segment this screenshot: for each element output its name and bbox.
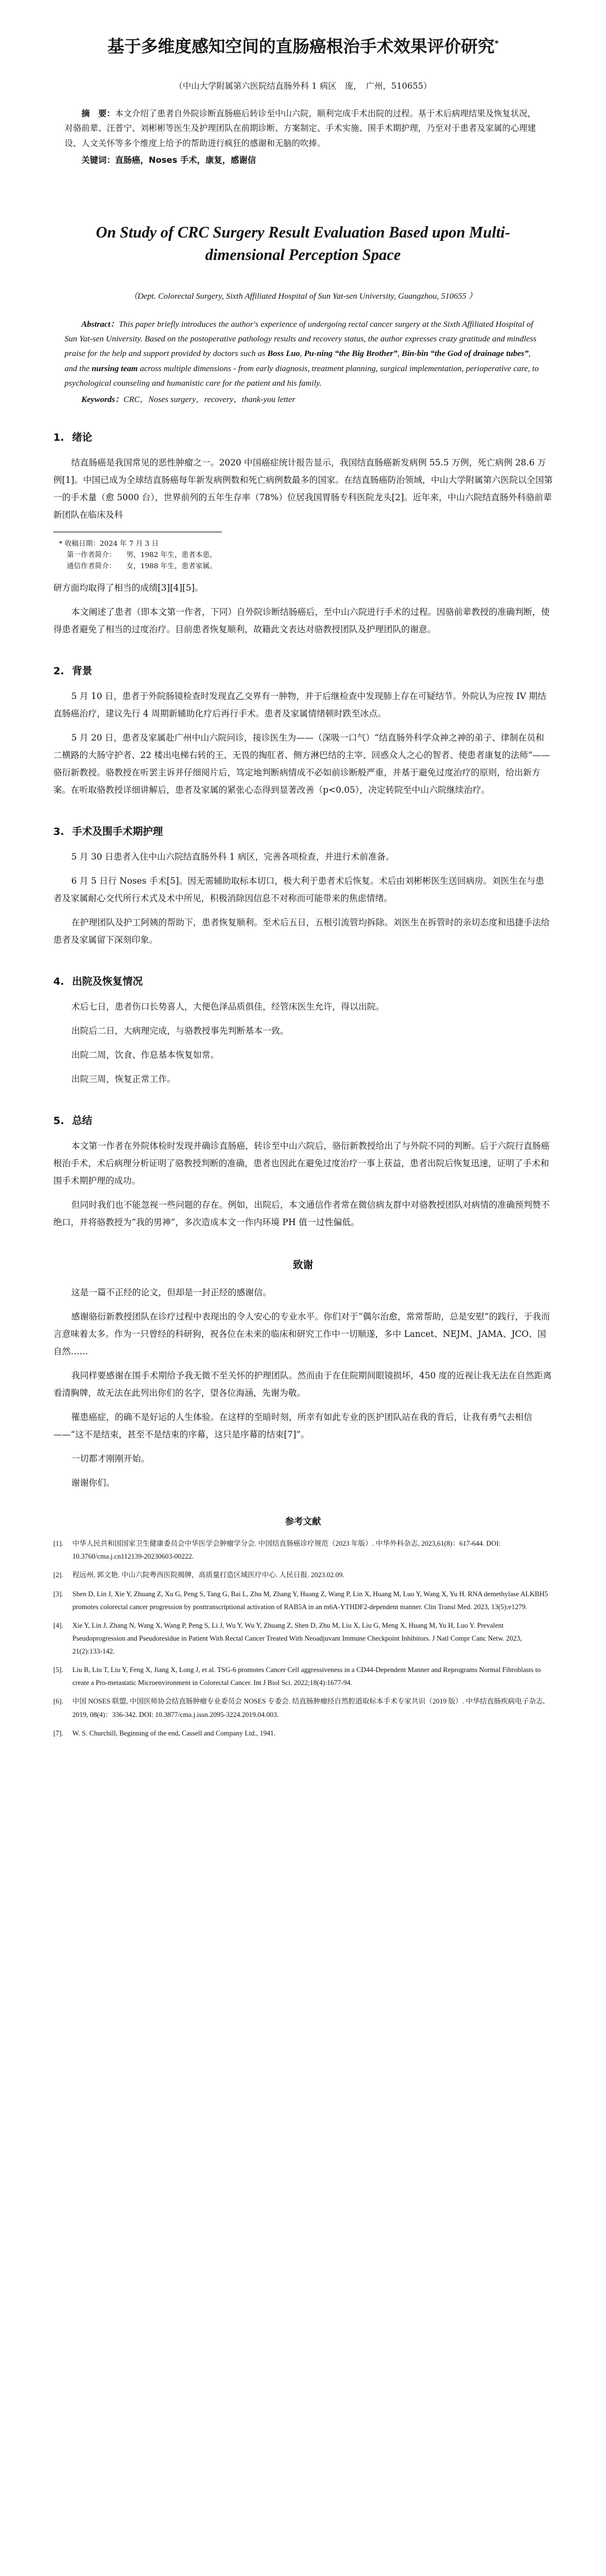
reference-item — [53, 1695, 553, 1721]
affiliation-en: （Dept. Colorectal Surgery, Sixth Affiliated Hospital of Sun Yat-sen University, Guangzhou, 510655 ） — [129, 291, 477, 301]
body-paragraph: 在护理团队及护工阿姨的帮助下，患者恢复顺利。至术后五日，五根引流管均拆除。刘医生在拆管时的亲切态度和迅捷手法给患者及家属留下深刻印象。 — [53, 917, 550, 946]
body-paragraph: 研方面均取得了相当的成绩[3][4][5]。 — [53, 583, 204, 593]
reference-text: 程远州, 郭文艳. 中山六院粤西医院揭牌，高质量打造区域医疗中心. 人民日报. 2023.02.09. — [72, 1571, 345, 1579]
section-heading — [53, 824, 553, 838]
title-cn-text: 基于多维度感知空间的直肠癌根治手术效果评价研究 — [107, 37, 495, 57]
body-paragraph: 5 月 30 日患者入住中山六院结直肠外科 1 病区，完善各项检查，并进行术前准备。 — [71, 852, 394, 862]
abstract-en-label: Abstract： — [81, 319, 119, 329]
keywords-cn-value: 直肠癌，Noses 手术，康复，感谢信 — [115, 154, 256, 165]
section-title: 出院及恢复情况 — [72, 976, 143, 988]
reference-item — [53, 1727, 553, 1740]
acknowledgement-paragraph: 一切都才刚刚开始。 — [71, 1454, 150, 1464]
abstract-en-name1: Boss Luo — [267, 349, 300, 359]
body-paragraph: 出院后二日，大病理完成，与骆教授事先判断基本一致。 — [71, 1026, 289, 1036]
abstract-cn — [65, 106, 541, 150]
acknowledgement-paragraph: 这是一篇不正经的论文，但却是一封正经的感谢信。 — [71, 1287, 272, 1298]
section-title: 总结 — [72, 1115, 93, 1127]
reference-text: 中华人民共和国国家卫生健康委员会中华医学会肿瘤学分会. 中国结直肠癌诊疗规范（2023 年版）. 中华外科杂志, 2023,61(8)：617-644. DOI: 10.3760/cma.j.cn112139-20230603-00222. — [72, 1540, 501, 1561]
abstract-en-name2: Pu-ning “the Big Brother” — [304, 349, 398, 359]
abstract-cn-label: 摘 要： — [81, 108, 116, 118]
body-paragraph: 本文第一作者在外院体检时发现并确诊直肠癌，转诊至中山六院后，骆衍新教授给出了与外院不同的判断。后于六院行直肠癌根治手术，术后病理分析证明了骆教授判断的准确，患者也因此在避免过度治疗一事上获益，患者出院后恢复迅速，证明了手术和围手术期护理的成功。 — [53, 1141, 550, 1186]
keywords-cn — [81, 154, 541, 166]
section-number: 4. — [53, 976, 65, 988]
acknowledgement — [53, 1284, 553, 1492]
body-paragraph: 出院三周，恢复正常工作。 — [71, 1074, 176, 1085]
abstract-en-sep2: , — [397, 349, 402, 359]
acknowledgement-paragraph: 感谢骆衍新教授团队在诊疗过程中表现出的令人安心的专业水平。你们对于“偶尔治愈，常常帮助，总是安慰”的践行，于我而言意味着太多。作为一只曾经的科研狗，祝各位在未来的临床和研究工作中一切顺遂，多中 Lancet、NEJM、JAMA、JCO、国自然…… — [53, 1312, 550, 1357]
abstract-en-part3: across multiple dimensions - from early diagnosis, treatment planning, surgical implementation, perioperative care, to psychological counseling and humanistic care for the patient and his family. — [65, 364, 539, 388]
section-heading — [53, 663, 553, 678]
reference-text: W. S. Churchill, Beginning of the end, Cassell and Company Ltd., 1941. — [72, 1729, 276, 1737]
section-heading — [53, 974, 553, 988]
reference-number: [7]. — [53, 1729, 63, 1737]
abstract-en-sep1: , — [300, 349, 304, 359]
footnote — [53, 532, 222, 572]
body-paragraph: 本文阐述了患者（即本文第一作者，下同）自外院诊断结肠癌后，至中山六院进行手术的过程。因骆前辈教授的准确判断，使得患者避免了相当的过度治疗。目前患者恢复顺利，故籍此文表达对骆教授团队及护理团队的谢意。 — [53, 607, 550, 635]
acknowledgement-paragraph: 我同样要感谢在围手术期给予我无微不至关怀的护理团队。然而由于在住院期间眼镜损坏，450 度的近视让我无法在自然距离看清胸牌，故无法在此列出你们的名字，望各位海涵，先谢为敬。 — [53, 1371, 552, 1399]
reference-item — [53, 1664, 553, 1689]
keywords-en-value: CRC，Noses surgery，recovery，thank-you letter — [123, 395, 296, 405]
section-number: 2. — [53, 665, 65, 678]
section-title: 手术及围手术期护理 — [72, 826, 163, 838]
reference-number: [1]. — [53, 1540, 63, 1548]
reference-number: [2]. — [53, 1571, 63, 1579]
affiliation-cn: （中山大学附属第六医院结直肠外科 1 病区 庞， 广州，510655） — [174, 81, 432, 91]
abstract-en-name3: Bin-bin “the God of drainage tubes” — [401, 349, 529, 359]
reference-text: Shen D, Lin J, Xie Y, Zhuang Z, Xu G, Peng S, Tang G, Bai L, Zhu M, Zhang Y, Huang Z, Wang P, Lin X, Huang M, Luo Y, Wang X, Yu H. RNA demethylase ALKBH5 promotes colorectal cancer progression by posttranscriptional activation of RAB5A in an m6A-YTHDF2-dependent manner. Clin Transl Med. 2023, 13(5):e1279. — [72, 1590, 548, 1611]
body-paragraph: 5 月 10 日，患者于外院肠镜检查时发现直乙交界有一肿物，并于后继检查中发现肺上存在可疑结节。外院认为应按 IV 期结直肠癌治疗，建议先行 4 周期新辅助化疗后再行手术。患者及家属情绪顿时跌至冰点。 — [53, 691, 547, 719]
reference-number: [5]. — [53, 1666, 63, 1674]
footnote-author1: 第一作者简介： 男，1982 年生，患者本患。 — [67, 550, 217, 559]
section-number: 1. — [53, 432, 65, 444]
reference-text: 中国 NOSES 联盟, 中国医师协会结直肠肿瘤专业委员会 NOSES 专委会. 结直肠肿瘤经自然腔道取标本手术专家共识（2019 版）. 中华结直肠疾病电子杂志, 2019, 08(4)：336-342. DOI: 10.3877/cma.j.issn.2095-3224.2019.04.003. — [72, 1697, 545, 1719]
body-paragraph: 术后七日，患者伤口长势喜人，大便色泽品质俱佳，经管床医生允许，得以出院。 — [71, 1002, 385, 1012]
body-paragraph: 结直肠癌是我国常见的恶性肿瘤之一。2020 中国癌症统计报告显示，我国结直肠癌新发病例 55.5 万例，死亡病例 28.6 万例[1]。中国已成为全球结直肠癌每年新发病例数和死亡病例数最多的国家。在结直肠癌防治领域，中山大学附属第六医院以全国第一的手术量（愈 5000 台），世界前列的五年生存率（78%）位居我国胃肠专科医院龙头[2]。近年来，中山六院结直肠外科骆前辈新团队在临床及科 — [53, 458, 553, 520]
reference-list — [53, 1537, 553, 1740]
reference-number: [3]. — [53, 1590, 63, 1598]
reference-item — [53, 1619, 553, 1658]
body-paragraph: 但同时我们也不能忽视一些问题的存在。例如，出院后，本文通信作者常在微信病友群中对骆教授团队对病情的准确预判赞不绝口，并将骆教授为“我的男神”，多次造成本文一作内环境 PH 值一过性偏低。 — [53, 1200, 550, 1228]
footnote-author2: 通信作者简介： 女，1988 年生，患者家属。 — [67, 561, 217, 570]
keywords-cn-label: 关键词： — [81, 154, 116, 165]
acknowledgement-title: 致谢 — [293, 1259, 313, 1272]
body-paragraph: 出院二周，饮食、作息基本恢复如常。 — [71, 1050, 219, 1061]
paper-title-cn — [53, 33, 553, 57]
abstract-en-part2: , and the — [65, 349, 531, 373]
reference-number: [6]. — [53, 1697, 63, 1706]
body-paragraph: 6 月 5 日行 Noses 手术[5]。因无需辅助取标本切口，极大利于患者术后恢复。术后由刘彬彬医生送回病房。刘医生在与患者及家属耐心交代所行术式及术中所见，积极消除因信息不对称而可能带来的焦虑情绪。 — [53, 876, 544, 904]
acknowledgement-paragraph: 罹患癌症，的确不是好运的人生体验。在这样的至暗时刻，所幸有如此专业的医护团队站在我的背后，让我有勇气去相信——“这不是结束，甚至不是结束的序幕，这只是序幕的结束[7]”。 — [53, 1412, 532, 1440]
keywords-en-label: Keywords： — [81, 395, 124, 405]
reference-item — [53, 1537, 553, 1563]
references-title: 参考文献 — [284, 1516, 321, 1527]
section-title: 背景 — [72, 665, 93, 678]
abstract-en — [65, 317, 541, 391]
reference-text: Liu B, Liu T, Liu Y, Feng X, Jiang X, Long J, et al. TSG-6 promotes Cancer Cell aggressiveness in a CD44-Dependent Manner and Reprograms Normal Fibroblasts to create a Pro-metastatic Microenvironment in Colorectal Cancer. Int J Biol Sci. 2022;18(4):1677-94. — [72, 1666, 541, 1687]
section-heading — [53, 430, 553, 444]
abstract-cn-text: 本文介绍了患者自外院诊断直肠癌后转诊至中山六院，顺利完成手术出院的过程。基于术后病理结果及恢复状况，对骆前辈、汪普宁、刘彬彬等医生及护理团队在前期诊断、方案制定、手术实施、围手术期护理，乃至对于患者及家属的心理建设、人文关怀等多个维度上给予的帮助进行疯狂的感谢和无脑的吹捧。 — [65, 108, 536, 148]
acknowledgement-paragraph: 谢谢你们。 — [71, 1478, 115, 1488]
abstract-en-name4: nursing team — [91, 364, 138, 373]
footnote-received: * 收稿日期：2024 年 7 月 3 日 — [59, 539, 159, 548]
reference-item — [53, 1588, 553, 1614]
title-footnote-mark: * — [494, 39, 499, 48]
section-heading — [53, 1113, 553, 1127]
section-number: 3. — [53, 826, 65, 838]
section-title: 绪论 — [72, 432, 93, 444]
section-number: 5. — [53, 1115, 65, 1127]
reference-item — [53, 1569, 553, 1582]
abstract-en-part1: This paper briefly introduces the author's experience of undergoing rectal cancer surgery at the Sixth Affiliated Hospital of Sun Yat-sen University. Based on the postoperative pathology results and recovery status, the author expresses crazy gratitude and mindless praise for the help and support provided by doctors such as — [65, 319, 537, 359]
body-paragraph: 5 月 20 日，患者及家属赴广州中山六院问诊，接诊医生为——（深吸一口气）“结直肠外科学众神之神的弟子、律制在员和二横路的大肠守护者、22 楼出电梯右转的王、无畏的掏肛者、侧方淋巴结的主宰、回惑众人之心的智者、使患者康复的法师”——骆衍新教授。骆教授在听罢主诉并仔细阅片后，笃定地判断病情成不必如前诊断般严重，并基于避免过度治疗的原则，给出新方案。在听取骆教授详细讲解后，患者及家属的紧张心态得到显著改善（p<0.05），决定转院至中山六院继续治疗。 — [53, 733, 550, 796]
reference-text: Xie Y, Lin J, Zhang N, Wang X, Wang P, Peng S, Li J, Wu Y, Wu Y, Zhuang Z, Shen D, Zhu M, Liu X, Liu G, Meng X, Huang M, Yu H, Luo Y. Prevalent Pseudoprogression and Pseudoresidue in Patient With Rectal Cancer Treated With Neoadjuvant Immune Checkpoint Inhibitors. J Natl Compr Canc Netw. 2023, 21(2):133-142. — [72, 1621, 522, 1656]
keywords-en — [81, 393, 541, 405]
paper-title-en: On Study of CRC Surgery Result Evaluation Based upon Multi-dimensional Perception Space — [95, 223, 511, 264]
reference-number: [4]. — [53, 1621, 63, 1629]
